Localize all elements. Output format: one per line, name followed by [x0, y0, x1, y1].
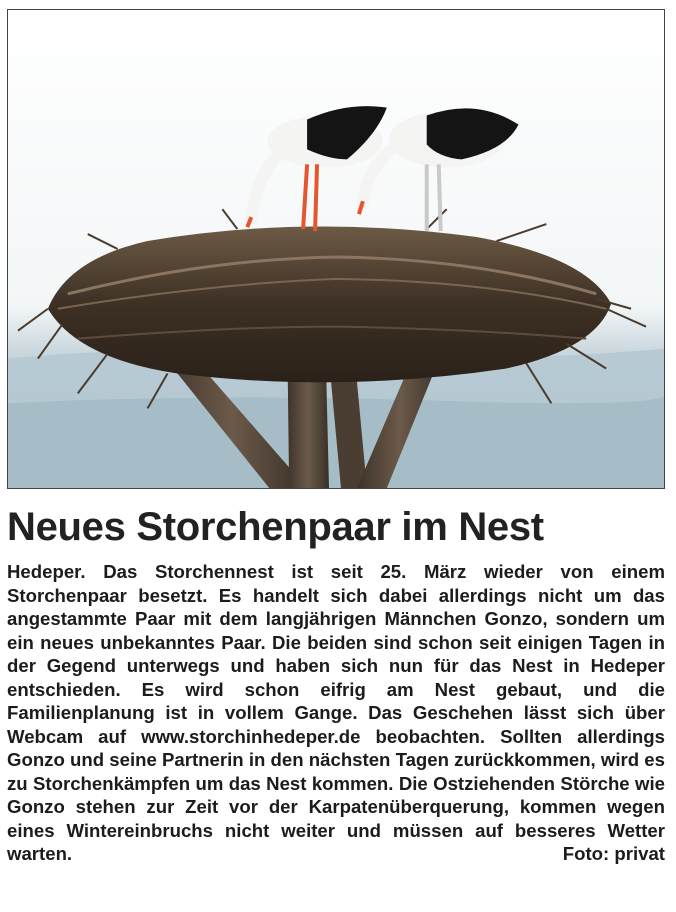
photo-illustration	[8, 10, 664, 488]
stork-nest-photo	[7, 9, 665, 489]
article-text: Hedeper. Das Storchennest ist seit 25. März wieder von einem Storchenpaar besetzt. Es handelt sich dabei allerdings nicht um das angestammte Paar mit dem langjährigen Männchen Gonzo, sondern um ein neues unbekanntes Paar. Die beiden sind schon seit einigen Tagen in der Gegend unterwegs und haben sich nun für das Nest in Hedeper entschieden. Es wird schon eifrig am Nest gebaut, und die Familienplanung ist in vollem Gange. Das Geschehen lässt sich über Webcam auf www.storchinhedeper.de beobachten. Sollten allerdings Gonzo und seine Partnerin in den nächsten Tagen zurückkommen, wird es zu Storchenkämpfen um das Nest kommen. Die Ostziehenden Störche wie Gonzo stehen zur Zeit vor der Karpatenüberquerung, kommen wegen eines Wintereinbruchs nicht weiter und müssen auf besseres Wetter warten.	[7, 561, 665, 864]
photo-credit: Foto: privat	[562, 843, 665, 864]
article-body	[7, 560, 665, 866]
article-headline: Neues Storchenpaar im Nest	[7, 505, 544, 549]
